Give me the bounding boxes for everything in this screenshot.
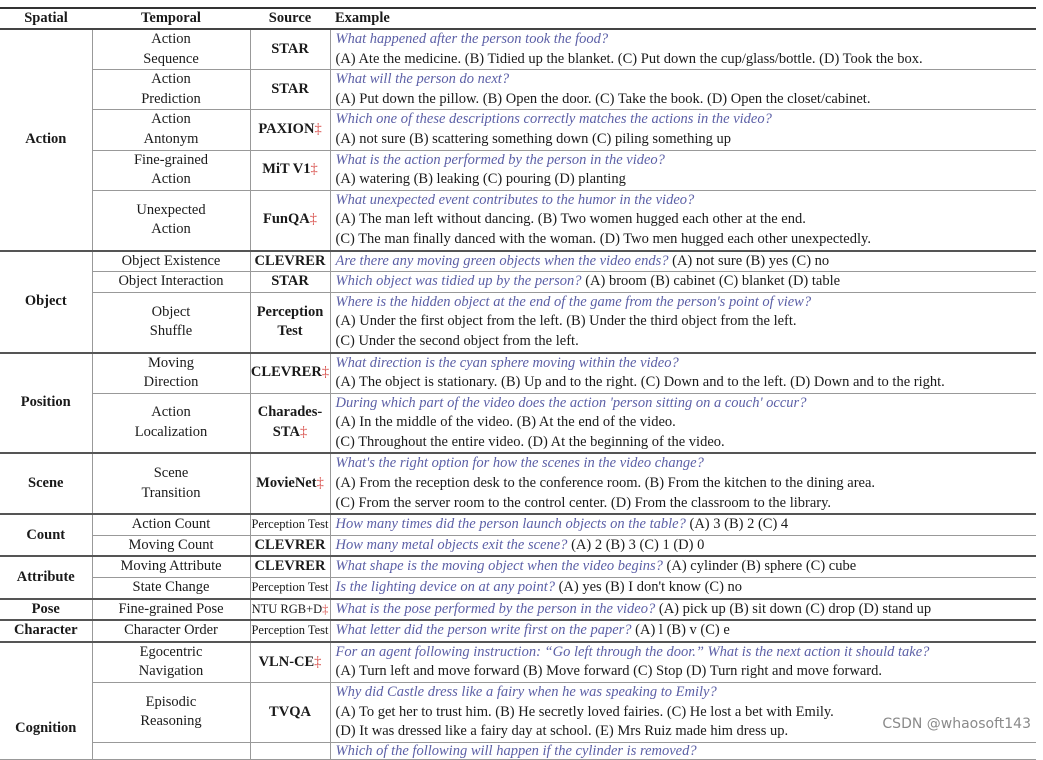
temporal-task <box>92 453 250 514</box>
temporal-task-line: Moving <box>148 354 194 371</box>
source-name: CLEVRER <box>254 558 326 575</box>
source-dataset <box>250 292 330 352</box>
table-row <box>0 620 1036 642</box>
example-line <box>336 151 1037 171</box>
source-line: Charades- <box>257 404 323 421</box>
example-line <box>336 70 1037 90</box>
example-line <box>336 474 1037 494</box>
example-line <box>336 210 1037 230</box>
temporal-task-line: Prediction <box>141 90 201 107</box>
temporal-task <box>92 742 250 759</box>
spatial-category: Cognition <box>0 642 92 759</box>
example-cell <box>330 683 1036 743</box>
example-line <box>336 600 1037 620</box>
table-row <box>0 150 1036 190</box>
table-row <box>0 514 1036 535</box>
example-answers: (A) From the reception desk to the conference room. (B) From the kitchen to the dining area. <box>335 475 876 492</box>
temporal-task-line: Shuffle <box>149 323 193 340</box>
example-question: What letter did the person write first on the paper? <box>335 622 632 639</box>
table-row <box>0 272 1036 293</box>
temporal-task-line: Antonym <box>143 130 199 147</box>
spatial-category: Character <box>0 620 92 642</box>
source-dataset <box>250 578 330 599</box>
temporal-task-line: Object Existence <box>121 252 221 269</box>
example-question: During which part of the video does the action 'person sitting on a couch' occur? <box>335 394 807 411</box>
example-cell <box>330 642 1036 683</box>
spatial-category: Pose <box>0 599 92 621</box>
source-dataset <box>250 535 330 556</box>
header-row <box>0 8 1036 29</box>
example-cell <box>330 292 1036 352</box>
example-line <box>336 170 1037 190</box>
example-answers: (A) Turn left and move forward (B) Move forward (C) Stop (D) Turn right and move forward. <box>335 663 882 680</box>
source-dataset <box>250 599 330 621</box>
table-body <box>0 29 1036 759</box>
table-row <box>0 683 1036 743</box>
table-row <box>0 599 1036 621</box>
temporal-task-line: Fine-grained Pose <box>118 600 224 617</box>
temporal-task-line: Action <box>151 71 191 88</box>
example-question: For an agent following instruction: “Go left through the door.” What is the next action it should take? <box>335 643 930 660</box>
temporal-task-line: Moving Attribute <box>120 558 222 575</box>
temporal-task-line: Character Order <box>124 622 218 639</box>
source-dataset <box>250 150 330 190</box>
table-row <box>0 353 1036 394</box>
example-line <box>336 373 1037 393</box>
table-row <box>0 642 1036 683</box>
example-answers: (A) not sure (B) scattering something down (C) piling something up <box>335 130 731 147</box>
example-cell <box>330 190 1036 250</box>
example-answers: (C) The man finally danced with the woman. (D) Two men hugged each other unexpectedly. <box>335 230 871 247</box>
example-line <box>336 50 1037 70</box>
temporal-task <box>92 620 250 642</box>
temporal-task <box>92 251 250 272</box>
source-name: PAXION <box>258 121 315 138</box>
temporal-task-line: Reasoning <box>140 713 202 730</box>
temporal-task <box>92 29 250 70</box>
example-answers: (A) 3 (B) 2 (C) 4 <box>689 516 789 533</box>
source-name: VLN-CE <box>258 653 315 670</box>
table-row <box>0 29 1036 70</box>
example-line <box>336 578 1037 598</box>
example-question: Which object was tidied up by the person? <box>335 273 582 290</box>
temporal-task-line: Action Count <box>131 516 211 533</box>
example-question: What unexpected event contributes to the humor in the video? <box>335 191 695 208</box>
spatial-category: Position <box>0 353 92 454</box>
example-question: Which one of these descriptions correctly matches the actions in the video? <box>335 111 772 128</box>
example-line <box>336 130 1037 150</box>
source-name: TVQA <box>269 703 311 720</box>
example-cell <box>330 556 1036 577</box>
example-line <box>336 515 1037 535</box>
temporal-task-line: Moving Count <box>128 536 214 553</box>
spatial-category: Attribute <box>0 556 92 598</box>
temporal-task <box>92 393 250 453</box>
example-answers: (A) cylinder (B) sphere (C) cube <box>666 558 857 575</box>
example-cell <box>330 599 1036 621</box>
dagger-mark: ‡ <box>314 121 322 138</box>
spatial-category: Object <box>0 251 92 353</box>
example-line <box>336 557 1037 577</box>
table-row <box>0 556 1036 577</box>
source-dataset <box>250 353 330 394</box>
temporal-task <box>92 599 250 621</box>
source-dataset <box>250 453 330 514</box>
temporal-task <box>92 110 250 150</box>
example-line <box>336 230 1037 250</box>
source-name: Perception Test <box>251 623 329 638</box>
example-line <box>336 494 1037 514</box>
temporal-task-line: Navigation <box>138 663 204 680</box>
temporal-task-line: Localization <box>134 424 208 441</box>
temporal-task-line: Action <box>151 111 191 128</box>
example-answers: (A) Ate the medicine. (B) Tidied up the blanket. (C) Put down the cup/glass/bottle. (D) Took the box. <box>335 50 923 67</box>
table-row <box>0 742 1036 759</box>
watermark: CSDN @whaosoft143 <box>882 716 1031 732</box>
source-dataset <box>250 742 330 759</box>
temporal-task <box>92 272 250 293</box>
temporal-task <box>92 353 250 394</box>
source-name: MovieNet <box>256 475 317 492</box>
temporal-task-line: Direction <box>143 374 199 391</box>
example-answers: (C) Under the second object from the left. <box>335 332 579 349</box>
example-line <box>336 643 1037 663</box>
example-question: What shape is the moving object when the video begins? <box>335 558 663 575</box>
source-name: NTU RGB+D <box>251 601 323 616</box>
example-line <box>336 252 1037 272</box>
temporal-task <box>92 150 250 190</box>
source-dataset <box>250 29 330 70</box>
example-answers: (A) not sure (B) yes (C) no <box>672 252 830 269</box>
example-question: What is the action performed by the person in the video? <box>335 151 665 168</box>
example-line <box>336 354 1037 374</box>
example-answers: (D) It was dressed like a fairy day at school. (E) Mrs Ruiz made him dress up. <box>335 723 789 740</box>
temporal-task <box>92 292 250 352</box>
example-line <box>336 332 1037 352</box>
dagger-mark: ‡ <box>310 161 318 178</box>
source-name: CLEVRER <box>250 364 322 381</box>
example-cell <box>330 535 1036 556</box>
example-answers: (A) pick up (B) sit down (C) drop (D) stand up <box>658 600 932 617</box>
source-dataset <box>250 272 330 293</box>
temporal-task-line: Egocentric <box>139 643 203 660</box>
example-cell <box>330 742 1036 759</box>
spatial-category: Action <box>0 29 92 251</box>
example-line <box>336 662 1037 682</box>
header-example: Example <box>330 8 1036 29</box>
example-cell <box>330 272 1036 293</box>
example-line <box>336 683 1037 703</box>
source-line: STA <box>272 424 300 441</box>
example-line <box>336 413 1037 433</box>
example-question: Is the lighting device on at any point? <box>335 579 555 596</box>
table-row <box>0 453 1036 514</box>
dagger-mark: ‡ <box>316 475 324 492</box>
example-question: Why did Castle dress like a fairy when he was speaking to Emily? <box>335 684 717 700</box>
source-name: MiT V1 <box>262 161 311 178</box>
example-cell <box>330 453 1036 514</box>
example-answers: (A) 2 (B) 3 (C) 1 (D) 0 <box>571 536 705 553</box>
table-row <box>0 393 1036 453</box>
example-cell <box>330 353 1036 394</box>
temporal-task-line: State Change <box>132 579 210 596</box>
example-cell <box>330 251 1036 272</box>
temporal-task-line: Scene <box>153 465 189 482</box>
source-dataset <box>250 556 330 577</box>
source-dataset <box>250 514 330 535</box>
example-answers: (C) Throughout the entire video. (D) At the beginning of the video. <box>335 433 725 450</box>
example-line <box>336 191 1037 211</box>
spatial-category: Scene <box>0 453 92 514</box>
source-name: Perception Test <box>251 580 329 595</box>
temporal-task-line: Action <box>151 171 191 188</box>
example-line <box>336 312 1037 332</box>
temporal-task-line: Object Interaction <box>118 273 224 290</box>
table-row <box>0 110 1036 150</box>
example-cell <box>330 29 1036 70</box>
table-row <box>0 70 1036 110</box>
example-cell <box>330 620 1036 642</box>
example-line <box>336 536 1037 556</box>
example-line <box>336 293 1037 313</box>
example-line <box>336 90 1037 110</box>
example-line <box>336 621 1037 641</box>
source-line: Perception <box>256 303 324 320</box>
example-answers: (A) yes (B) I don't know (C) no <box>558 579 743 596</box>
dagger-mark: ‡ <box>299 424 308 441</box>
table-row <box>0 190 1036 250</box>
temporal-task-line: Action <box>151 221 191 238</box>
temporal-task-line: Episodic <box>145 693 197 710</box>
source-line: Test <box>277 323 303 340</box>
example-answers: (A) The man left without dancing. (B) Two women hugged each other at the end. <box>335 211 806 228</box>
source-name: FunQA <box>263 211 310 228</box>
source-dataset <box>250 190 330 250</box>
example-question: How many times did the person launch objects on the table? <box>335 516 686 533</box>
spatial-category: Count <box>0 514 92 556</box>
example-question: What happened after the person took the food? <box>335 31 609 47</box>
temporal-task-line: Fine-grained <box>133 151 209 168</box>
example-line <box>336 743 1037 759</box>
source-name: STAR <box>271 80 309 97</box>
header-spatial: Spatial <box>0 8 92 29</box>
table-row <box>0 251 1036 272</box>
source-dataset <box>250 251 330 272</box>
example-answers: (A) The object is stationary. (B) Up and to the right. (C) Down and to the left. (D) Down and to the right. <box>335 374 945 391</box>
source-dataset <box>250 642 330 683</box>
header-source: Source <box>250 8 330 29</box>
example-question: Which of the following will happen if the cylinder is removed? <box>335 742 697 759</box>
example-cell <box>330 70 1036 110</box>
example-answers: (A) Put down the pillow. (B) Open the door. (C) Take the book. (D) Open the closet/cabinet. <box>335 90 871 107</box>
example-answers: (A) Under the first object from the left. (B) Under the third object from the left. <box>335 313 797 330</box>
example-question: Are there any moving green objects when the video ends? <box>335 252 669 269</box>
example-question: What will the person do next? <box>335 71 510 88</box>
temporal-task <box>92 190 250 250</box>
temporal-task <box>92 514 250 535</box>
example-line <box>336 433 1037 453</box>
dagger-mark: ‡ <box>314 653 322 670</box>
temporal-task <box>92 70 250 110</box>
example-question: What's the right option for how the scenes in the video change? <box>335 455 704 472</box>
example-answers: (A) In the middle of the video. (B) At the end of the video. <box>335 414 676 431</box>
temporal-task-line: Action <box>151 404 191 421</box>
temporal-task <box>92 556 250 577</box>
dagger-mark: ‡ <box>321 364 330 381</box>
source-dataset <box>250 70 330 110</box>
example-question: Where is the hidden object at the end of the game from the person's point of view? <box>335 293 812 310</box>
benchmark-task-table <box>0 7 1036 760</box>
source-dataset <box>250 110 330 150</box>
example-question: How many metal objects exit the scene? <box>335 536 568 553</box>
temporal-task <box>92 642 250 683</box>
example-cell <box>330 110 1036 150</box>
example-question: What direction is the cyan sphere moving within the video? <box>335 354 679 371</box>
temporal-task-line: Sequence <box>143 50 199 67</box>
dagger-mark: ‡ <box>309 211 317 228</box>
temporal-task <box>92 683 250 743</box>
example-line <box>336 394 1037 414</box>
dagger-mark: ‡ <box>322 601 329 616</box>
source-dataset <box>250 683 330 743</box>
example-line <box>336 454 1037 474</box>
example-line <box>336 30 1037 50</box>
source-name: CLEVRER <box>254 536 326 553</box>
example-answers: (A) l (B) v (C) e <box>635 622 730 639</box>
source-dataset <box>250 620 330 642</box>
source-name: STAR <box>271 40 309 57</box>
source-dataset <box>250 393 330 453</box>
example-answers: (A) To get her to trust him. (B) He secretly loved fairies. (C) He lost a bet with Emily. <box>335 703 834 720</box>
source-name: CLEVRER <box>254 252 326 269</box>
table-row <box>0 292 1036 352</box>
example-answers: (A) broom (B) cabinet (C) blanket (D) table <box>585 273 841 290</box>
example-answers: (C) From the server room to the control center. (D) From the classroom to the library. <box>335 494 832 511</box>
table-row <box>0 578 1036 599</box>
example-cell <box>330 578 1036 599</box>
example-line <box>336 272 1037 292</box>
table-row <box>0 535 1036 556</box>
example-cell <box>330 150 1036 190</box>
example-answers: (A) watering (B) leaking (C) pouring (D) planting <box>335 171 626 188</box>
header-temporal: Temporal <box>92 8 250 29</box>
example-question: What is the pose performed by the person in the video? <box>335 600 656 617</box>
temporal-task-line: Unexpected <box>136 201 206 218</box>
temporal-task-line: Object <box>151 303 191 320</box>
temporal-task-line: Transition <box>141 484 201 501</box>
temporal-task <box>92 535 250 556</box>
source-name: Perception Test <box>251 517 329 532</box>
temporal-task-line: Action <box>151 31 191 47</box>
temporal-task <box>92 578 250 599</box>
source-name: STAR <box>271 273 309 290</box>
example-line <box>336 110 1037 130</box>
example-cell <box>330 514 1036 535</box>
example-cell <box>330 393 1036 453</box>
